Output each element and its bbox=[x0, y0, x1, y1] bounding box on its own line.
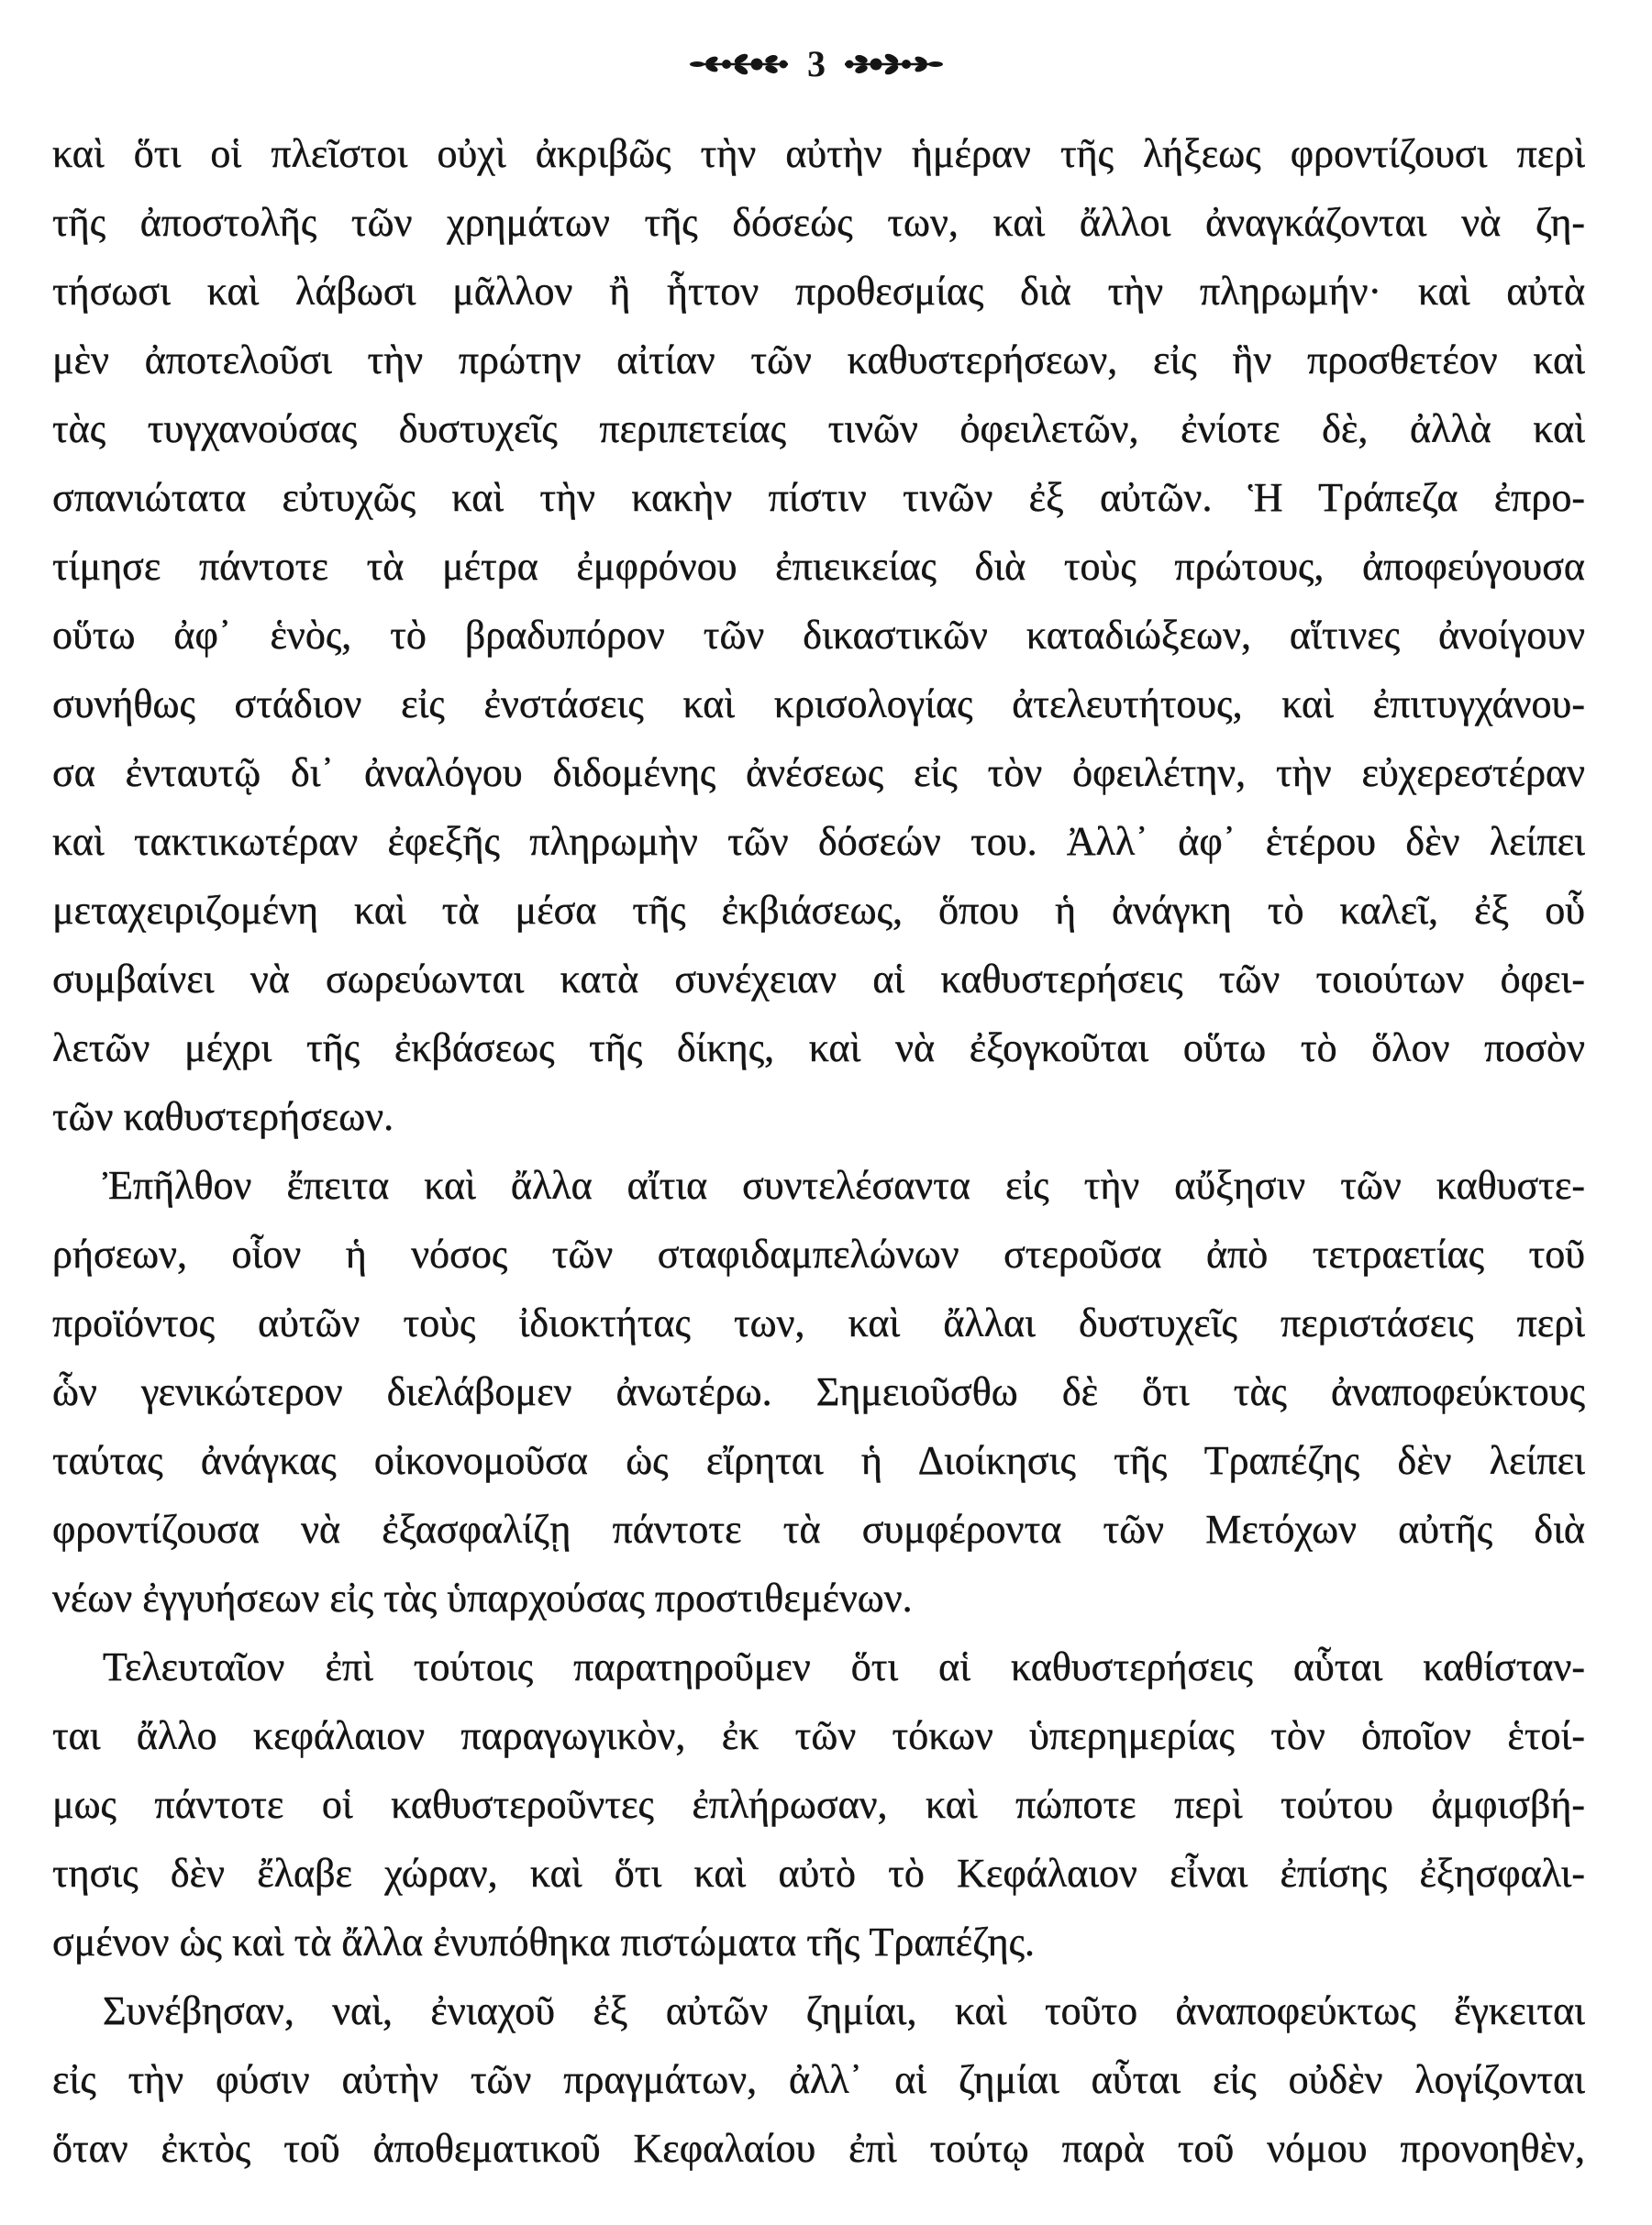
text-line bbox=[52, 1357, 1585, 1426]
line-text: σμένον ὡς καὶ τὰ ἄλλα ἐνυπόθηκα πιστώματα τῆς Τραπέζης. bbox=[52, 1920, 1036, 1965]
page-header bbox=[688, 44, 945, 84]
line-text: τησις δὲν ἔλαβε χώραν, καὶ ὅτι καὶ αὐτὸ τὸ Κεφάλαιον εἶναι ἐπίσης ἐξησφαλι- bbox=[52, 1851, 1585, 1896]
text-line bbox=[52, 1908, 1585, 1976]
line-text: εἰς τὴν φύσιν αὐτὴν τῶν πραγμάτων, ἀλλ᾽ αἱ ζημίαι αὗται εἰς οὐδὲν λογίζονται bbox=[52, 2057, 1585, 2102]
text-line bbox=[52, 738, 1585, 807]
line-text: οὕτω ἀφ᾽ ἑνὸς, τὸ βραδυπόρον τῶν δικαστικῶν καταδιώξεων, αἵτινες ἀνοίγουν bbox=[52, 613, 1585, 658]
line-text: προϊόντος αὐτῶν τοὺς ἰδιοκτήτας των, καὶ ἄλλαι δυστυχεῖς περιστάσεις περὶ bbox=[52, 1301, 1585, 1345]
floral-vignette-left-icon bbox=[688, 50, 791, 78]
line-text: μως πάντοτε οἱ καθυστεροῦντες ἐπλήρωσαν, καὶ πώποτε περὶ τούτου ἀμφισβή- bbox=[52, 1782, 1585, 1827]
line-text: καὶ τακτικωτέραν ἐφεξῆς πληρωμὴν τῶν δόσεών του. Ἀλλ᾽ ἀφ᾽ ἑτέρου δὲν λείπει bbox=[52, 819, 1585, 864]
line-text: Τελευταῖον ἐπὶ τούτοις παρατηροῦμεν ὅτι αἱ καθυστερήσεις αὗται καθίσταν- bbox=[103, 1644, 1585, 1689]
text-line bbox=[52, 394, 1585, 463]
text-line bbox=[52, 945, 1585, 1013]
line-text: σα ἐνταυτῷ δι᾽ ἀναλόγου διδομένης ἀνέσεως εἰς τὸν ὀφειλέτην, τὴν εὐχερεστέραν bbox=[52, 750, 1585, 795]
line-text: τῶν καθυστερήσεων. bbox=[52, 1094, 394, 1139]
text-line bbox=[52, 188, 1585, 257]
line-text: μὲν ἀποτελοῦσι τὴν πρώτην αἰτίαν τῶν καθυστερήσεων, εἰς ἣν προσθετέον καὶ bbox=[52, 338, 1585, 382]
text-body bbox=[52, 119, 1585, 2183]
line-text: ται ἄλλο κεφάλαιον παραγωγικὸν, ἐκ τῶν τόκων ὑπερημερίας τὸν ὁποῖον ἑτοί- bbox=[52, 1713, 1585, 1758]
text-line bbox=[52, 1701, 1585, 1770]
text-line bbox=[52, 670, 1585, 738]
text-line bbox=[52, 1151, 1585, 1220]
paragraph bbox=[52, 1633, 1585, 1976]
line-text: μεταχειριζομένη καὶ τὰ μέσα τῆς ἐκβιάσεως, ὅπου ἡ ἀνάγκη τὸ καλεῖ, ἐξ οὗ bbox=[52, 888, 1585, 933]
line-text: φροντίζουσα νὰ ἐξασφαλίζῃ πάντοτε τὰ συμφέροντα τῶν Μετόχων αὐτῆς διὰ bbox=[52, 1507, 1585, 1552]
floral-vignette-left-svg bbox=[688, 50, 791, 78]
text-line bbox=[52, 807, 1585, 876]
text-line bbox=[52, 876, 1585, 945]
text-line bbox=[52, 1495, 1585, 1564]
text-line bbox=[52, 326, 1585, 394]
line-text: τῆς ἀποστολῆς τῶν χρημάτων τῆς δόσεώς των, καὶ ἄλλοι ἀναγκάζονται νὰ ζη- bbox=[52, 200, 1585, 245]
text-line bbox=[52, 1633, 1585, 1701]
text-line bbox=[52, 1564, 1585, 1633]
paragraph bbox=[52, 119, 1585, 1151]
line-text: συμβαίνει νὰ σωρεύωνται κατὰ συνέχειαν αἱ καθυστερήσεις τῶν τοιούτων ὀφει- bbox=[52, 957, 1585, 1002]
line-text: τὰς τυγχανούσας δυστυχεῖς περιπετείας τινῶν ὀφειλετῶν, ἐνίοτε δὲ, ἀλλὰ καὶ bbox=[52, 406, 1585, 451]
line-text: ὧν γενικώτερον διελάβομεν ἀνωτέρω. Σημειοῦσθω δὲ ὅτι τὰς ἀναποφεύκτους bbox=[52, 1369, 1585, 1414]
text-line bbox=[52, 1013, 1585, 1082]
text-line bbox=[52, 1426, 1585, 1495]
text-line bbox=[52, 257, 1585, 326]
line-text: ὅταν ἐκτὸς τοῦ ἀποθεματικοῦ Κεφαλαίου ἐπὶ τούτῳ παρὰ τοῦ νόμου προνοηθὲν, bbox=[52, 2126, 1585, 2171]
line-text: ταύτας ἀνάγκας οἰκονομοῦσα ὡς εἴρηται ἡ Διοίκησις τῆς Τραπέζης δὲν λείπει bbox=[52, 1438, 1585, 1483]
text-line bbox=[52, 1289, 1585, 1357]
line-text: νέων ἐγγυήσεων εἰς τὰς ὑπαρχούσας προστιθεμένων. bbox=[52, 1576, 913, 1621]
line-text: Συνέβησαν, ναὶ, ἐνιαχοῦ ἐξ αὐτῶν ζημίαι, καὶ τοῦτο ἀναποφεύκτως ἔγκειται bbox=[103, 1988, 1585, 2033]
paragraph bbox=[52, 1976, 1585, 2183]
line-text: ρήσεων, οἷον ἡ νόσος τῶν σταφιδαμπελώνων στεροῦσα ἀπὸ τετραετίας τοῦ bbox=[52, 1232, 1585, 1277]
text-line bbox=[52, 463, 1585, 532]
text-line bbox=[52, 1976, 1585, 2045]
text-line bbox=[52, 532, 1585, 601]
line-text: σπανιώτατα εὐτυχῶς καὶ τὴν κακὴν πίστιν τινῶν ἐξ αὐτῶν. Ἡ Τράπεζα ἐπρο- bbox=[52, 475, 1585, 520]
text-line bbox=[52, 601, 1585, 670]
line-text: τίμησε πάντοτε τὰ μέτρα ἐμφρόνου ἐπιεικείας διὰ τοὺς πρώτους, ἀποφεύγουσα bbox=[52, 544, 1585, 589]
text-line bbox=[52, 1770, 1585, 1839]
line-text: Ἐπῆλθον ἔπειτα καὶ ἄλλα αἴτια συντελέσαντα εἰς τὴν αὔξησιν τῶν καθυστε- bbox=[103, 1163, 1585, 1208]
text-line bbox=[52, 1220, 1585, 1289]
text-line bbox=[52, 2114, 1585, 2183]
text-line bbox=[52, 2045, 1585, 2114]
floral-vignette-right-icon bbox=[842, 50, 945, 78]
line-text: συνήθως στάδιον εἰς ἐνστάσεις καὶ κρισολογίας ἀτελευτήτους, καὶ ἐπιτυγχάνου- bbox=[52, 681, 1585, 726]
text-line bbox=[52, 1082, 1585, 1151]
line-text: καὶ ὅτι οἱ πλεῖστοι οὐχὶ ἀκριβῶς τὴν αὐτὴν ἡμέραν τῆς λήξεως φροντίζουσι περὶ bbox=[52, 131, 1585, 176]
text-line bbox=[52, 1839, 1585, 1908]
page-number: 3 bbox=[807, 43, 826, 84]
paragraph bbox=[52, 1151, 1585, 1633]
line-text: λετῶν μέχρι τῆς ἐκβάσεως τῆς δίκης, καὶ νὰ ἐξογκοῦται οὕτω τὸ ὅλον ποσὸν bbox=[52, 1025, 1585, 1070]
floral-vignette-right-svg bbox=[842, 50, 945, 78]
line-text: τήσωσι καὶ λάβωσι μᾶλλον ἢ ἧττον προθεσμίας διὰ τὴν πληρωμήν· καὶ αὐτὰ bbox=[52, 269, 1585, 314]
text-line bbox=[52, 119, 1585, 188]
